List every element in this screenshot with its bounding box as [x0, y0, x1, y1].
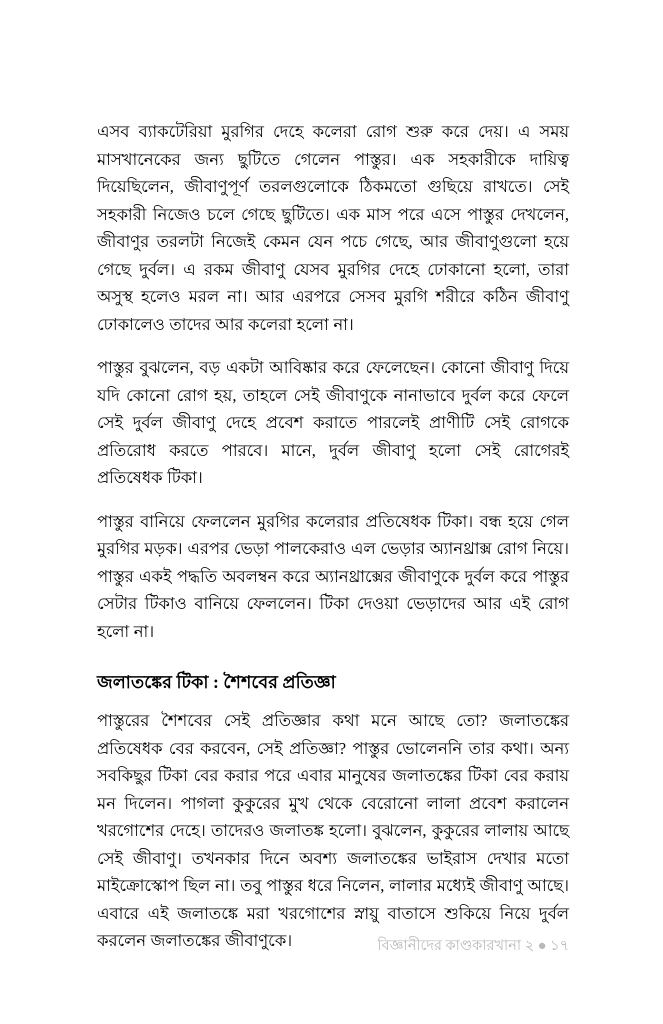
section-heading: জলাতঙ্কের টিকা : শৈশবের প্রতিজ্ঞা	[97, 672, 336, 692]
page-footer	[97, 936, 569, 956]
body-paragraph: পাস্তুরের শৈশবের সেই প্রতিজ্ঞার কথা মনে আছে তো? জলাতঙ্কের প্রতিষেধক বের করবেন, সেই প্রতিজ্ঞা? পাস্তুর ভোলেননি তার কথা। অন্য সবকিছুর টিকা বের করার পরে এবার মানুষের জলাতঙ্কের টিকা বের করায় মন দিলেন। পাগলা কুকুরের মুখ থেকে বেরোনো লালা প্রবেশ করালেন খরগোশের দেহে। তাদেরও জলাতঙ্ক হলো। বুঝলেন, কুকুরের লালায় আছে সেই জীবাণু। তখনকার দিনে অবশ্য জলাতঙ্কের ভাইরাস দেখার মতো মাইক্রোস্কোপ ছিল না। তবু পাস্তুর ধরে নিলেন, লালার মধ্যেই জীবাণু আছে। এবারে এই জলাতঙ্কে মরা খরগোশের স্নায়ু বাতাসে শুকিয়ে নিয়ে দুর্বল করলেন জলাতঙ্কের জীবাণুকে।	[97, 711, 569, 950]
page-content	[97, 118, 569, 955]
body-paragraph: এসব ব্যাকটেরিয়া মুরগির দেহে কলেরা রোগ শুরু করে দেয়। এ সময় মাসখানেকের জন্য ছুটিতে গেলেন পাস্তুর। এক সহকারীকে দায়িত্ব দিয়েছিলেন, জীবাণুপূর্ণ তরলগুলোকে ঠিকমতো গুছিয়ে রাখতে। সেই সহকারী নিজেও চলে গেছে ছুটিতে। এক মাস পরে এসে পাস্তুর দেখলেন, জীবাণুর তরলটা নিজেই কেমন যেন পচে গেছে, আর জীবাণুগুলো হয়ে গেছে দুর্বল। এ রকম জীবাণু যেসব মুরগির দেহে ঢোকানো হলো, তারা অসুস্থ হলেও মরল না। আর এরপরে সেসব মুরগি শরীরে কঠিন জীবাণু ঢোকালেও তাদের আর কলেরা হলো না।	[97, 122, 569, 334]
body-paragraph: পাস্তুর বুঝলেন, বড় একটা আবিষ্কার করে ফেলেছেন। কোনো জীবাণু দিয়ে যদি কোনো রোগ হয়, তাহলে সেই জীবাণুকে নানাভাবে দুর্বল করে ফেলে সেই দুর্বল জীবাণু দেহে প্রবেশ করাতে পারলেই প্রাণীটি সেই রোগকে প্রতিরোধ করতে পারবে। মানে, দুর্বল জীবাণু হলো সেই রোগেরই প্রতিষেধক টিকা।	[97, 358, 569, 487]
body-paragraph: পাস্তুর বানিয়ে ফেললেন মুরগির কলেরার প্রতিষেধক টিকা। বন্ধ হয়ে গেল মুরগির মড়ক। এরপর ভেড়া পালকেরাও এল ভেড়ার অ্যানথ্রাক্স রোগ নিয়ে। পাস্তুর একই পদ্ধতি অবলম্বন করে অ্যানথ্রাক্সের জীবাণুকে দুর্বল করে পাস্তুর সেটার টিকাও বানিয়ে ফেললেন। টিকা দেওয়া ভেড়াদের আর এই রোগ হলো না।	[97, 511, 569, 641]
footer-text: বিজ্ঞানীদের কাণ্ডকারখানা ২ ● ১৭	[377, 938, 569, 954]
